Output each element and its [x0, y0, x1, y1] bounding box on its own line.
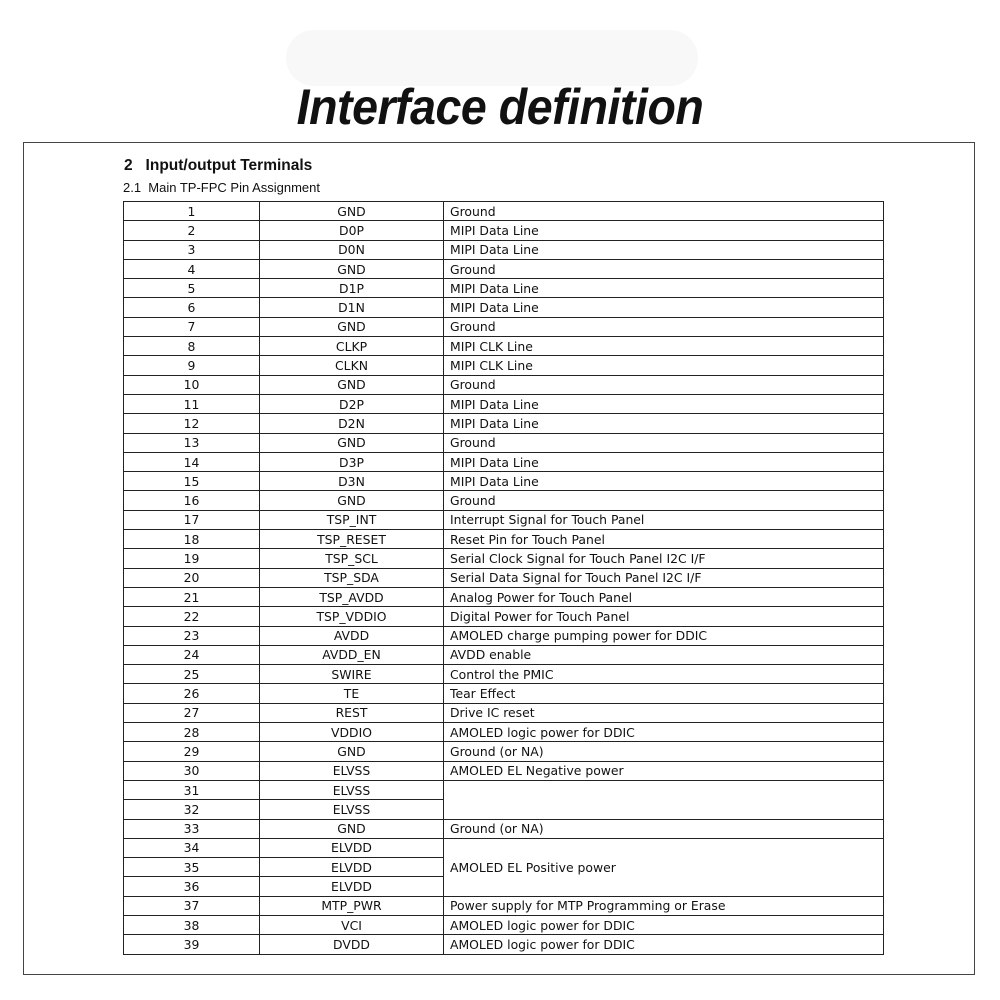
- table-row: [124, 761, 884, 780]
- pin-number-cell: 19: [124, 549, 260, 568]
- table-row: [124, 915, 884, 934]
- pin-symbol-cell: TSP_SDA: [260, 568, 444, 587]
- page-title: Interface definition: [296, 79, 704, 135]
- pin-description-cell: Interrupt Signal for Touch Panel: [444, 510, 884, 529]
- table-row: [124, 838, 884, 857]
- pin-symbol-cell: ELVDD: [260, 838, 444, 857]
- pin-number-cell: 22: [124, 607, 260, 626]
- table-row: [124, 414, 884, 433]
- pin-description-cell: MIPI Data Line: [444, 472, 884, 491]
- pin-number-cell: 38: [124, 915, 260, 934]
- pin-description-cell: Tear Effect: [444, 684, 884, 703]
- pin-number-cell: 24: [124, 645, 260, 664]
- pin-description-cell: AMOLED EL Positive power: [444, 838, 884, 896]
- pin-number-cell: 32: [124, 800, 260, 819]
- table-row: [124, 568, 884, 587]
- pin-description-cell: MIPI CLK Line: [444, 337, 884, 356]
- pin-number-cell: 23: [124, 626, 260, 645]
- pin-description-cell: Reset Pin for Touch Panel: [444, 530, 884, 549]
- pin-symbol-cell: D0N: [260, 240, 444, 259]
- table-row: [124, 472, 884, 491]
- table-row: [124, 819, 884, 838]
- pin-number-cell: 11: [124, 394, 260, 413]
- pin-number-cell: 16: [124, 491, 260, 510]
- table-row: [124, 317, 884, 336]
- table-row: [124, 665, 884, 684]
- table-row: [124, 549, 884, 568]
- document-frame: [23, 142, 975, 975]
- pin-number-cell: 33: [124, 819, 260, 838]
- pin-number-cell: 2: [124, 221, 260, 240]
- pin-number-cell: 6: [124, 298, 260, 317]
- pin-symbol-cell: GND: [260, 742, 444, 761]
- pin-number-cell: 14: [124, 452, 260, 471]
- pin-number-cell: 17: [124, 510, 260, 529]
- pin-number-cell: 5: [124, 279, 260, 298]
- table-row: [124, 935, 884, 954]
- pin-symbol-cell: GND: [260, 259, 444, 278]
- pin-symbol-cell: TSP_RESET: [260, 530, 444, 549]
- table-row: [124, 607, 884, 626]
- pin-symbol-cell: TSP_INT: [260, 510, 444, 529]
- pin-symbol-cell: TSP_AVDD: [260, 587, 444, 606]
- pin-description-cell: Analog Power for Touch Panel: [444, 587, 884, 606]
- pin-description-cell: AMOLED EL Negative power: [444, 761, 884, 780]
- pin-description-cell: Ground: [444, 317, 884, 336]
- table-row: [124, 626, 884, 645]
- pin-number-cell: 39: [124, 935, 260, 954]
- pin-number-cell: 3: [124, 240, 260, 259]
- table-row: [124, 356, 884, 375]
- table-row: [124, 530, 884, 549]
- pin-symbol-cell: MTP_PWR: [260, 896, 444, 915]
- table-row: [124, 452, 884, 471]
- pin-number-cell: 20: [124, 568, 260, 587]
- table-row: [124, 703, 884, 722]
- table-row: [124, 279, 884, 298]
- pin-symbol-cell: AVDD_EN: [260, 645, 444, 664]
- pin-symbol-cell: D1N: [260, 298, 444, 317]
- pin-description-cell: Ground: [444, 259, 884, 278]
- table-row: [124, 221, 884, 240]
- pin-number-cell: 9: [124, 356, 260, 375]
- pin-number-cell: 27: [124, 703, 260, 722]
- pin-description-cell: Ground (or NA): [444, 742, 884, 761]
- pin-number-cell: 37: [124, 896, 260, 915]
- sub-heading: 2.1 Main TP-FPC Pin Assignment: [123, 180, 321, 195]
- pin-number-cell: 34: [124, 838, 260, 857]
- pin-description-cell: Digital Power for Touch Panel: [444, 607, 884, 626]
- table-row: [124, 491, 884, 510]
- pin-symbol-cell: GND: [260, 375, 444, 394]
- pin-symbol-cell: TSP_VDDIO: [260, 607, 444, 626]
- pin-description-cell: MIPI Data Line: [444, 452, 884, 471]
- pin-symbol-cell: D2N: [260, 414, 444, 433]
- table-row: [124, 510, 884, 529]
- table-row: [124, 375, 884, 394]
- pin-number-cell: 35: [124, 858, 260, 877]
- section-heading: 2 Input/output Terminals: [124, 157, 313, 174]
- pin-number-cell: 26: [124, 684, 260, 703]
- pin-assignment-table: [123, 201, 884, 955]
- pin-symbol-cell: SWIRE: [260, 665, 444, 684]
- pin-description-cell: MIPI Data Line: [444, 414, 884, 433]
- pin-description-cell: AMOLED logic power for DDIC: [444, 723, 884, 742]
- pin-number-cell: 30: [124, 761, 260, 780]
- table-row: [124, 896, 884, 915]
- pin-symbol-cell: ELVSS: [260, 761, 444, 780]
- pin-symbol-cell: ELVSS: [260, 800, 444, 819]
- table-row: [124, 337, 884, 356]
- pin-symbol-cell: VDDIO: [260, 723, 444, 742]
- pin-number-cell: 25: [124, 665, 260, 684]
- pin-description-cell: MIPI Data Line: [444, 221, 884, 240]
- pin-description-cell: Ground: [444, 375, 884, 394]
- table-row: [124, 433, 884, 452]
- pin-symbol-cell: GND: [260, 819, 444, 838]
- pin-description-cell: MIPI Data Line: [444, 279, 884, 298]
- pin-description-cell: AMOLED logic power for DDIC: [444, 915, 884, 934]
- pin-symbol-cell: D3P: [260, 452, 444, 471]
- pin-description-cell: MIPI CLK Line: [444, 356, 884, 375]
- pin-number-cell: 13: [124, 433, 260, 452]
- pin-symbol-cell: ELVDD: [260, 858, 444, 877]
- pin-number-cell: 28: [124, 723, 260, 742]
- pin-description-cell: Power supply for MTP Programming or Erase: [444, 896, 884, 915]
- pin-description-cell: AVDD enable: [444, 645, 884, 664]
- table-row: [124, 723, 884, 742]
- pin-number-cell: 31: [124, 780, 260, 799]
- pin-number-cell: 7: [124, 317, 260, 336]
- pin-symbol-cell: D0P: [260, 221, 444, 240]
- pin-description-cell: Ground: [444, 491, 884, 510]
- pin-symbol-cell: REST: [260, 703, 444, 722]
- pin-symbol-cell: D1P: [260, 279, 444, 298]
- table-row: [124, 587, 884, 606]
- table-row: [124, 298, 884, 317]
- pin-symbol-cell: D2P: [260, 394, 444, 413]
- table-row: [124, 202, 884, 221]
- pin-description-cell: Ground: [444, 202, 884, 221]
- pin-symbol-cell: TSP_SCL: [260, 549, 444, 568]
- table-row: [124, 240, 884, 259]
- pin-symbol-cell: TE: [260, 684, 444, 703]
- pin-symbol-cell: CLKN: [260, 356, 444, 375]
- pin-number-cell: 4: [124, 259, 260, 278]
- pin-symbol-cell: AVDD: [260, 626, 444, 645]
- table-row: [124, 394, 884, 413]
- pin-description-cell: [444, 780, 884, 819]
- table-row: [124, 684, 884, 703]
- pin-number-cell: 29: [124, 742, 260, 761]
- pin-number-cell: 1: [124, 202, 260, 221]
- pin-symbol-cell: CLKP: [260, 337, 444, 356]
- pin-description-cell: Control the PMIC: [444, 665, 884, 684]
- pin-description-cell: MIPI Data Line: [444, 394, 884, 413]
- pin-number-cell: 15: [124, 472, 260, 491]
- pin-description-cell: AMOLED charge pumping power for DDIC: [444, 626, 884, 645]
- pin-description-cell: Serial Data Signal for Touch Panel I2C I/F: [444, 568, 884, 587]
- pin-description-cell: MIPI Data Line: [444, 298, 884, 317]
- pin-number-cell: 18: [124, 530, 260, 549]
- pin-description-cell: Drive IC reset: [444, 703, 884, 722]
- pin-number-cell: 8: [124, 337, 260, 356]
- pin-number-cell: 12: [124, 414, 260, 433]
- pin-description-cell: Ground (or NA): [444, 819, 884, 838]
- pin-symbol-cell: GND: [260, 433, 444, 452]
- pin-symbol-cell: ELVSS: [260, 780, 444, 799]
- table-row: [124, 780, 884, 799]
- pin-symbol-cell: ELVDD: [260, 877, 444, 896]
- table-row: [124, 742, 884, 761]
- pin-symbol-cell: GND: [260, 491, 444, 510]
- pin-description-cell: MIPI Data Line: [444, 240, 884, 259]
- pin-number-cell: 10: [124, 375, 260, 394]
- table-row: [124, 259, 884, 278]
- pin-number-cell: 36: [124, 877, 260, 896]
- table-row: [124, 645, 884, 664]
- pin-symbol-cell: D3N: [260, 472, 444, 491]
- pin-symbol-cell: GND: [260, 202, 444, 221]
- pin-symbol-cell: DVDD: [260, 935, 444, 954]
- pin-symbol-cell: GND: [260, 317, 444, 336]
- pin-number-cell: 21: [124, 587, 260, 606]
- pin-symbol-cell: VCI: [260, 915, 444, 934]
- pin-description-cell: Ground: [444, 433, 884, 452]
- pin-description-cell: AMOLED logic power for DDIC: [444, 935, 884, 954]
- pin-description-cell: Serial Clock Signal for Touch Panel I2C I/F: [444, 549, 884, 568]
- pin-table-body: [124, 202, 884, 955]
